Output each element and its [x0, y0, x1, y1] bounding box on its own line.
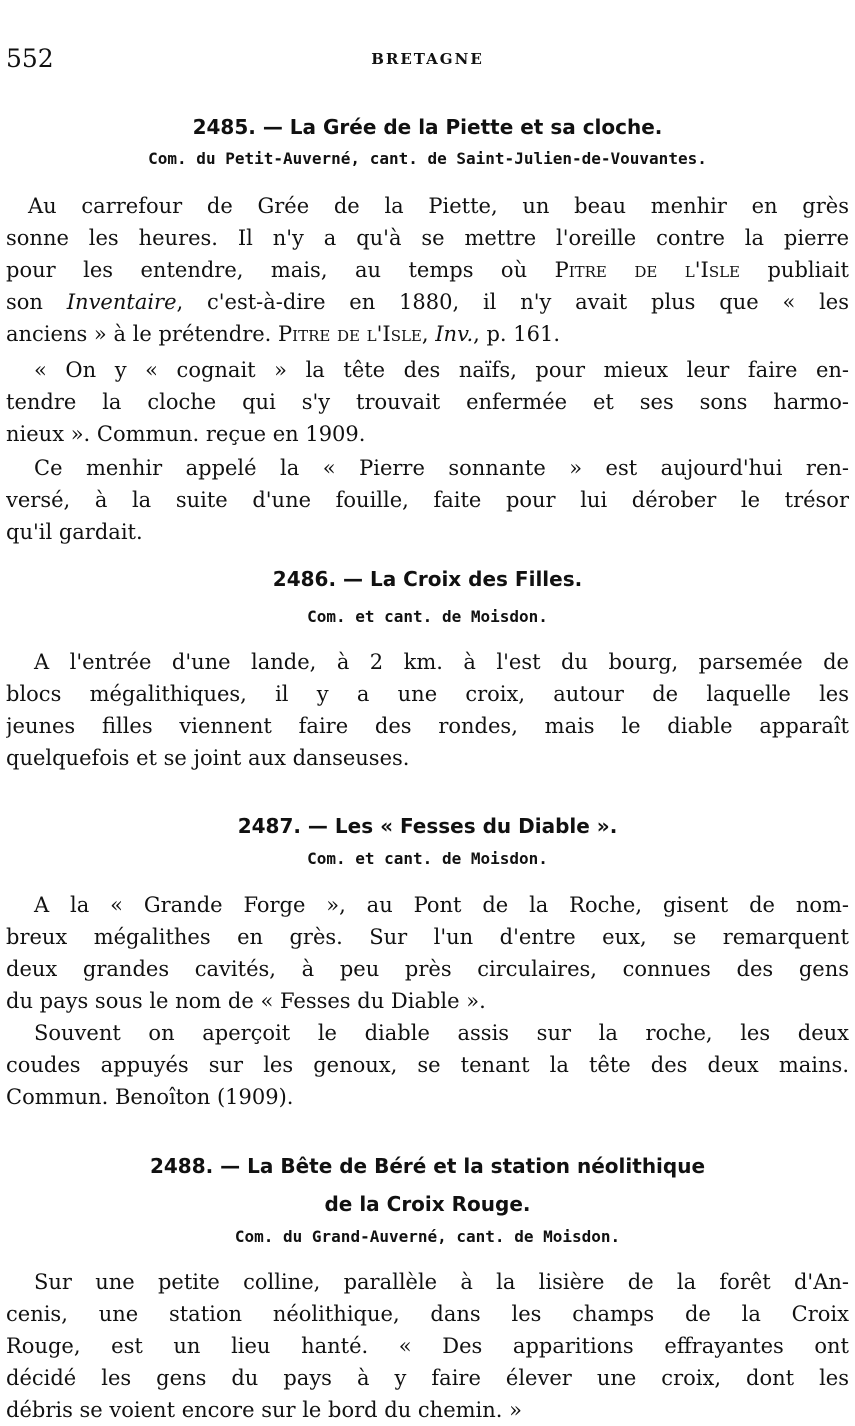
text-line: Sur une petite colline, parallèle à la lisière de la forêt d'An-: [34, 1270, 849, 1294]
text-line: son Inventaire, c'est-à-dire en 1880, il n'y avait plus que « les: [6, 290, 849, 314]
entry-2485-paragraph-1: [6, 190, 849, 350]
text-line: nieux ». Commun. reçue en 1909.: [6, 422, 366, 446]
text-line: qu'il gardait.: [6, 520, 143, 544]
running-title: BRETAGNE: [371, 50, 484, 68]
entry-2485-location: Com. du Petit-Auverné, cant. de Saint-Julien-de-Vouvantes.: [148, 149, 707, 168]
text-line: « On y « cognait » la tête des naïfs, pour mieux leur faire en-: [34, 358, 849, 382]
text-line: breux mégalithes en grès. Sur l'un d'entre eux, se remarquent: [6, 925, 849, 949]
entry-2488-title-line-2: de la Croix Rouge.: [324, 1192, 531, 1216]
page-number: 552: [6, 44, 54, 73]
text-line: tendre la cloche qui s'y trouvait enfermée et ses sons harmo-: [6, 390, 849, 414]
entry-2485-paragraph-2: [6, 354, 849, 450]
book-title: Inv.: [435, 322, 474, 346]
entry-2486-title: 2486. — La Croix des Filles.: [272, 567, 583, 591]
entry-2485-paragraph-3: [6, 452, 849, 548]
entry-2487-paragraph-2: [6, 1017, 849, 1113]
text-line: Rouge, est un lieu hanté. « Des apparitions effrayantes ont: [6, 1334, 849, 1358]
text-line: cenis, une station néolithique, dans les champs de la Croix: [6, 1302, 849, 1326]
text-line: du pays sous le nom de « Fesses du Diable ».: [6, 989, 486, 1013]
entry-2487-location: Com. et cant. de Moisdon.: [307, 849, 548, 868]
entry-2488-location: Com. du Grand-Auverné, cant. de Moisdon.: [234, 1227, 621, 1246]
text-line: sonne les heures. Il n'y a qu'à se mettre l'oreille contre la pierre: [6, 226, 849, 250]
entry-2488-title-line-1: 2488. — La Bête de Béré et la station néolithique: [149, 1154, 706, 1178]
entry-2487-paragraph-1: [6, 889, 849, 1017]
text-line: décidé les gens du pays à y faire élever une croix, dont les: [6, 1366, 849, 1390]
text-line: Au carrefour de Grée de la Piette, un beau menhir en grès: [28, 194, 849, 218]
author-name: Pitre de l'Isle: [278, 322, 422, 346]
text-line: deux grandes cavités, à peu près circulaires, connues des gens: [6, 957, 849, 981]
entry-2488-paragraph-1: [6, 1266, 849, 1426]
text-line: Ce menhir appelé la « Pierre sonnante » est aujourd'hui ren-: [34, 456, 849, 480]
text-line: coudes appuyés sur les genoux, se tenant la tête des deux mains.: [6, 1053, 849, 1077]
text-line: A l'entrée d'une lande, à 2 km. à l'est du bourg, parsemée de: [34, 650, 849, 674]
entry-2486-paragraph-1: [6, 646, 849, 774]
text-line: blocs mégalithiques, il y a une croix, autour de laquelle les: [6, 682, 849, 706]
text-line: anciens » à le prétendre. Pitre de l'Isle, Inv., p. 161.: [6, 322, 561, 346]
text-line: débris se voient encore sur le bord du chemin. »: [6, 1398, 522, 1422]
text-line: A la « Grande Forge », au Pont de la Roche, gisent de nom-: [34, 893, 849, 917]
running-head: [0, 44, 855, 76]
text-line: pour les entendre, mais, au temps où Pitre de l'Isle publiait: [6, 258, 849, 282]
entry-2486-location: Com. et cant. de Moisdon.: [307, 607, 548, 626]
text-line: quelquefois et se joint aux danseuses.: [6, 746, 410, 770]
text-line: Commun. Benoîton (1909).: [6, 1085, 294, 1109]
text-line: Souvent on aperçoit le diable assis sur la roche, les deux: [34, 1021, 849, 1045]
text-line: jeunes filles viennent faire des rondes, mais le diable apparaît: [6, 714, 849, 738]
text-line: versé, à la suite d'une fouille, faite pour lui dérober le trésor: [6, 488, 849, 512]
entry-2485-title: 2485. — La Grée de la Piette et sa cloche.: [192, 115, 663, 139]
author-name: Pitre de l'Isle: [554, 258, 741, 282]
book-title: Inventaire: [66, 290, 177, 314]
entry-2487-title: 2487. — Les « Fesses du Diable ».: [237, 814, 618, 838]
